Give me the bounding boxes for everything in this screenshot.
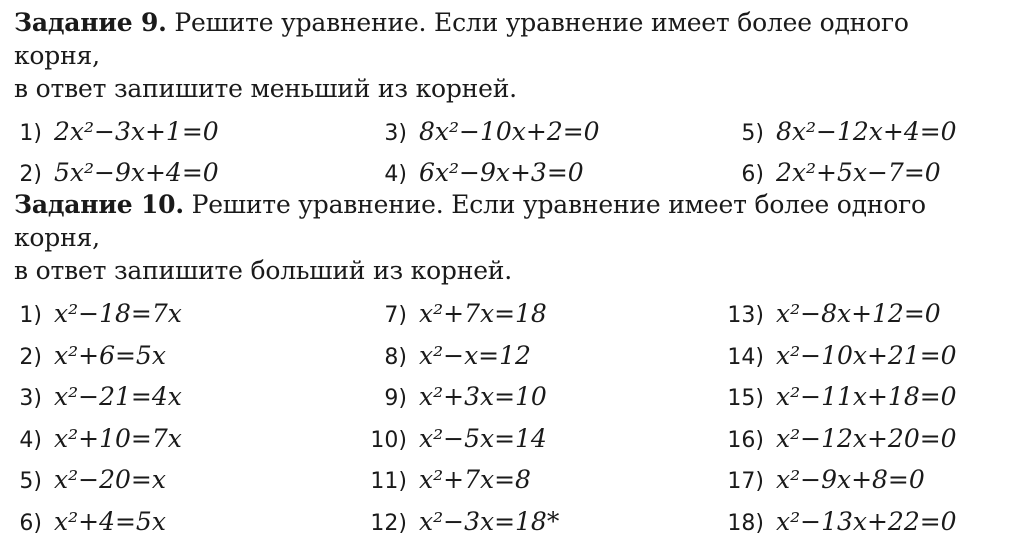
equation: 8x²−10x+2=0 bbox=[419, 117, 600, 146]
equation-item bbox=[369, 341, 531, 370]
item-number: 14) bbox=[727, 345, 764, 370]
equation: 8x²−12x+4=0 bbox=[776, 117, 957, 146]
equation-item bbox=[726, 299, 941, 328]
equation: x²+3x=10 bbox=[419, 382, 547, 411]
equation-item bbox=[4, 424, 182, 453]
equation-item bbox=[4, 117, 219, 146]
item-number: 16) bbox=[727, 428, 764, 453]
equation-item bbox=[369, 424, 547, 453]
item-number: 12) bbox=[370, 511, 407, 536]
item-number: 1) bbox=[19, 121, 42, 146]
task-9-heading bbox=[14, 6, 999, 72]
task-10-instruction-line2: в ответ запишите больший из корней. bbox=[14, 256, 512, 285]
item-number: 1) bbox=[19, 303, 42, 328]
item-number: 4) bbox=[384, 162, 407, 187]
task-10-equations bbox=[14, 287, 999, 547]
equation-item bbox=[369, 299, 547, 328]
equation-item bbox=[4, 158, 219, 187]
task-9-instruction-line2: в ответ запишите меньший из корней. bbox=[14, 74, 517, 103]
item-number: 15) bbox=[727, 386, 764, 411]
equation-item bbox=[369, 158, 584, 187]
equation-item bbox=[4, 299, 182, 328]
equation: 5x²−9x+4=0 bbox=[54, 158, 219, 187]
equation: 2x²−3x+1=0 bbox=[54, 117, 219, 146]
item-number: 6) bbox=[19, 511, 42, 536]
item-number: 9) bbox=[384, 386, 407, 411]
equation: x²−10x+21=0 bbox=[776, 341, 957, 370]
item-number: 5) bbox=[741, 121, 764, 146]
task-9-label: Задание 9. bbox=[14, 8, 167, 37]
equation: x²−11x+18=0 bbox=[776, 382, 957, 411]
item-number: 13) bbox=[727, 303, 764, 328]
item-number: 2) bbox=[19, 162, 42, 187]
task-9-equations bbox=[14, 105, 999, 195]
equation: x²−9x+8=0 bbox=[776, 465, 925, 494]
item-number: 3) bbox=[384, 121, 407, 146]
equation: x²−5x=14 bbox=[419, 424, 547, 453]
equation-item bbox=[369, 465, 531, 494]
equation-item bbox=[369, 117, 600, 146]
equation: x²−18=7x bbox=[54, 299, 182, 328]
task-9-instruction: Решите уравнение. Если уравнение имеет более одного корня, bbox=[14, 8, 909, 70]
equation-item bbox=[4, 341, 166, 370]
item-number: 5) bbox=[19, 469, 42, 494]
equation-item bbox=[726, 382, 957, 411]
equation: x²−8x+12=0 bbox=[776, 299, 941, 328]
equation: x²+10=7x bbox=[54, 424, 182, 453]
item-number: 17) bbox=[727, 469, 764, 494]
equation: x²+4=5x bbox=[54, 507, 166, 536]
item-number: 10) bbox=[370, 428, 407, 453]
equation: x²−21=4x bbox=[54, 382, 182, 411]
item-number: 7) bbox=[384, 303, 407, 328]
equation-item bbox=[726, 465, 925, 494]
equation-item bbox=[726, 117, 957, 146]
equation: x²−3x=18* bbox=[419, 507, 560, 536]
equation-item bbox=[4, 382, 182, 411]
equation: 2x²+5x−7=0 bbox=[776, 158, 941, 187]
equation: x²+7x=18 bbox=[419, 299, 547, 328]
equation: 6x²−9x+3=0 bbox=[419, 158, 584, 187]
equation-item bbox=[726, 158, 941, 187]
task-10-heading bbox=[14, 188, 999, 254]
equation-item bbox=[726, 424, 957, 453]
item-number: 4) bbox=[19, 428, 42, 453]
task-10-instruction: Решите уравнение. Если уравнение имеет более одного корня, bbox=[14, 190, 926, 252]
equation: x²+7x=8 bbox=[419, 465, 531, 494]
equation: x²−x=12 bbox=[419, 341, 531, 370]
equation: x²−12x+20=0 bbox=[776, 424, 957, 453]
task-9 bbox=[14, 6, 999, 195]
equation: x²−13x+22=0 bbox=[776, 507, 957, 536]
equation-item bbox=[369, 382, 547, 411]
item-number: 8) bbox=[384, 345, 407, 370]
item-number: 11) bbox=[370, 469, 407, 494]
equation: x²−20=x bbox=[54, 465, 166, 494]
task-10-label: Задание 10. bbox=[14, 190, 184, 219]
equation: x²+6=5x bbox=[54, 341, 166, 370]
item-number: 2) bbox=[19, 345, 42, 370]
item-number: 18) bbox=[727, 511, 764, 536]
equation-item bbox=[726, 341, 957, 370]
item-number: 3) bbox=[19, 386, 42, 411]
equation-item bbox=[4, 465, 166, 494]
item-number: 6) bbox=[741, 162, 764, 187]
task-10 bbox=[14, 188, 999, 547]
